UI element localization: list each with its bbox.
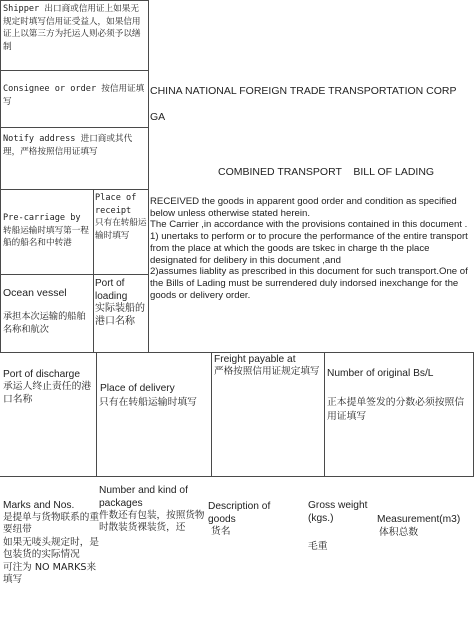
rule-col-b (211, 352, 212, 476)
packages-note: 件数还有包装，按照货物时散装货裸装货，还 (99, 510, 205, 534)
rule-mid (148, 0, 149, 352)
description-label: Description of goods (208, 501, 271, 525)
port-of-discharge-label: Port of discharge (3, 369, 81, 380)
port-of-discharge-note: 承运人终止责任的港口名称 (3, 381, 92, 405)
rule-precarriage-bottom (0, 274, 148, 275)
consignee-label: Consignee or order 按信用证填写 (3, 84, 145, 107)
measurement-label: Measurement(m3) (377, 514, 461, 525)
shipper-label: Shipper 出口商或信用证上如果无规定时填写信用证受益人，如果信用证上以第三方为托运人则必须予以缮制 (3, 4, 141, 52)
gross-weight-note: 毛重 (308, 541, 328, 552)
notify-label: Notify address 进口商或其代理，严格按照信用证填写 (3, 134, 133, 157)
ocean-vessel-note: 承担本次运输的船舶名称和航次 (3, 311, 86, 335)
original-bls-note: 正本提单签发的分数必须按照信用证填写 (327, 397, 465, 422)
rule-top (0, 0, 148, 1)
place-of-delivery-label: Place of delivery (100, 383, 175, 394)
carrier-name: CHINA NATIONAL FOREIGN TRADE TRANSPORTATION CORP (150, 85, 457, 97)
carrier-terms: RECEIVED the goods in apparent good order and condition as specified below unless otherwise stated herein. The Carrier ,in accordance with the provisions contained in this document . 1) unertaks to perform or to procure the performance of the entire transport from the place at which the goods are tskec in charge th the place designated for delibery in this document ,and 2)assumes liablity as prescribed in this document for such transport.One of the Bills of Lading must be surrendered duly indorsed inexchange for the goods or delivery order. (150, 196, 468, 301)
rule-shipper-bottom (0, 70, 148, 71)
gross-weight-label: Gross weight (kgs.) (308, 500, 368, 524)
rule-col-a (96, 352, 97, 476)
rule-main-divider (0, 352, 474, 353)
freight-payable-note: 严格按照信用证规定填写 (214, 366, 320, 377)
document-title: COMBINED TRANSPORT BILL OF LADING (218, 166, 435, 178)
pre-carriage-label: Pre-carriage by 转船运输时填写第一程船的船名和中转港 (3, 213, 89, 248)
rule-consignee-bottom (0, 127, 148, 128)
ocean-vessel-label: Ocean vessel (3, 287, 67, 299)
measurement-note: 体积总数 (379, 527, 419, 538)
rule-goods-top (0, 476, 474, 477)
description-note: 货名 (211, 526, 231, 537)
port-of-loading-label: Port of loading 实际装船的港口名称 (95, 278, 145, 327)
marks-note: 是提单与货物联系的重要纽带 如果无唛头规定时，是包装货的实际情况 可注为 NO MARKS来填写 (3, 512, 99, 586)
marks-label: Marks and Nos. (3, 500, 75, 511)
freight-payable-label: Freight payable at (214, 354, 296, 365)
place-of-receipt-label: Place of receipt 只有在转船运输时填写 (95, 193, 147, 241)
place-of-delivery-note: 只有在转船运输时填写 (99, 397, 197, 408)
rule-col-c (324, 352, 325, 476)
carrier-suffix: GA (150, 111, 166, 123)
rule-left (0, 0, 1, 352)
rule-notify-bottom (0, 189, 148, 190)
rule-receipt (93, 189, 94, 352)
original-bls-label: Number of original Bs/L (327, 368, 434, 379)
packages-label: Number and kind of packages (99, 485, 188, 509)
